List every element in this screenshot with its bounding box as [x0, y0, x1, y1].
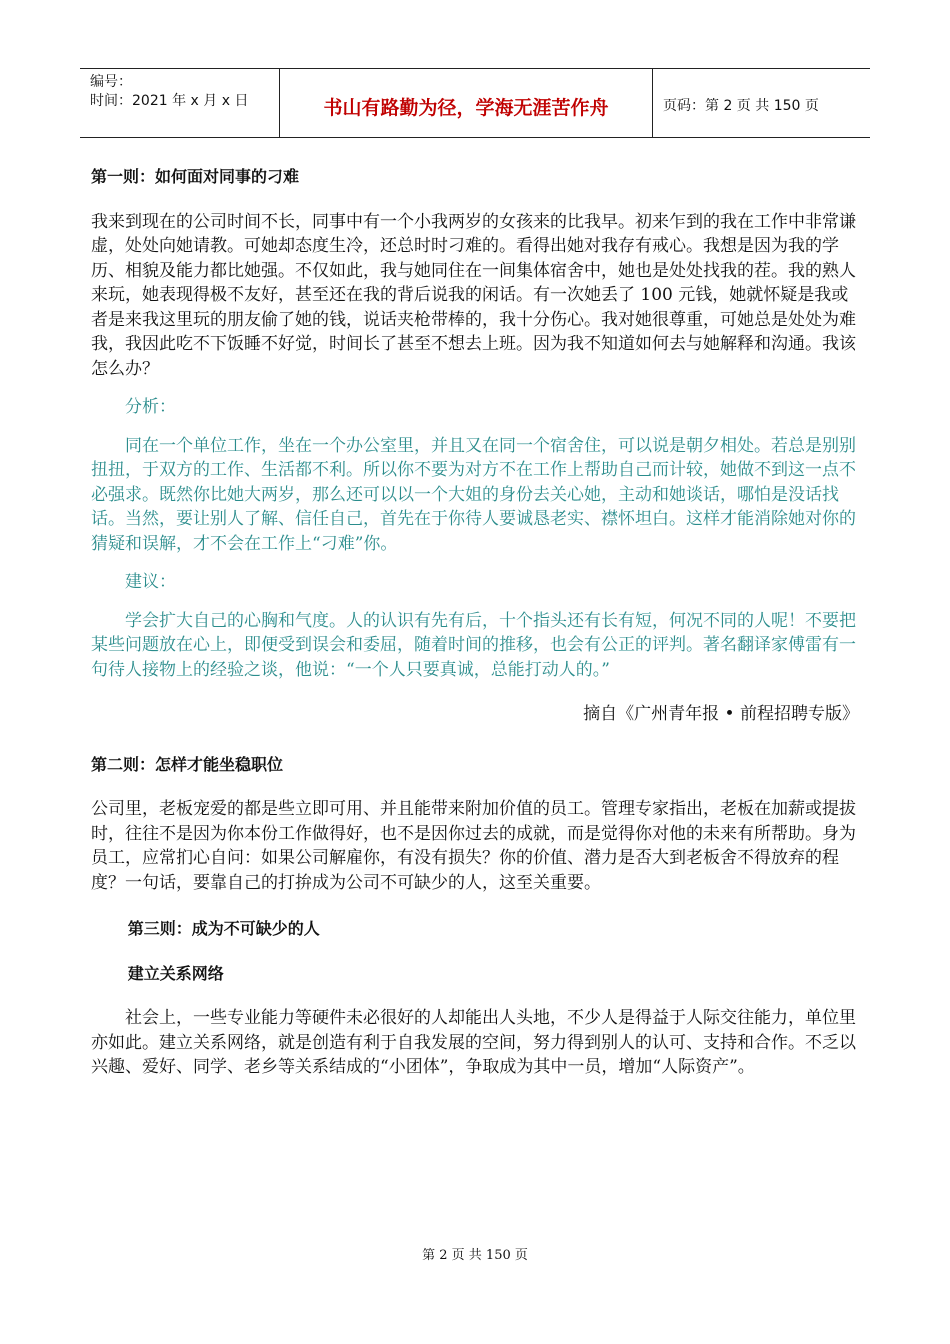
- section1-title: 第一则：如何面对同事的刁难: [91, 167, 300, 186]
- advice-text: 学会扩大自己的心胸和气度。人的认识有先有后，十个指头还有长有短，何况不同的人呢！不要把某些问题放在心上，即便受到误会和委屈，随着时间的推移，也会有公正的评判。著名翻译家傅雷有一句待人接物上的经验之谈，他说：“一个人只要真诚，总能打动人的。”: [91, 610, 856, 680]
- analysis-text: 同在一个单位工作，坐在一个办公室里，并且又在同一个宿舍住，可以说是朝夕相处。若总是别别扭扭，于双方的工作、生活都不利。所以你不要为对方不在工作上帮助自己而计较，她做不到这一点不必强求。既然你比她大两岁，那么还可以以一个大姐的身份去关心她，主动和她谈话，哪怕是没话找话。当然，要让别人了解、信任自己，首先在于你待人要诚恳老实、襟怀坦白。这样才能消除她对你的猜疑和误解，才不会在工作上“刁难”你。: [91, 435, 856, 554]
- header-page-info: 页码：第 2 页 共 150 页: [663, 98, 819, 114]
- advice-label: 建议：: [125, 572, 176, 592]
- date-line: 时间：2021 年 x 月 x 日: [90, 93, 249, 109]
- section3-title: 第三则：成为不可缺少的人: [127, 919, 320, 938]
- document-body: [91, 165, 859, 1080]
- source-citation: 摘自《广州青年报 • 前程招聘专版》: [583, 704, 859, 724]
- header-motto: 书山有路勤为径，学海无涯苦作舟: [280, 69, 653, 137]
- section2-body: 公司里，老板宠爱的都是些立即可用、并且能带来附加价值的员工。管理专家指出，老板在加薪或提拔时，往往不是因为你本份工作做得好，也不是因你过去的成就，而是觉得你对他的未来有所帮助。身为员工，应常扪心自问：如果公司解雇你，有没有损失？你的价值、潜力是否大到老板舍不得放弃的程度？一句话，要靠自己的打拚成为公司不可缺少的人，这至关重要。: [91, 799, 856, 893]
- section1-body: 我来到现在的公司时间不长，同事中有一个小我两岁的女孩来的比我早。初来乍到的我在工作中非常谦虚，处处向她请教。可她却态度生冷，还总时时刁难的。看得出她对我存有戒心。我想是因为我的学历、相貌及能力都比她强。不仅如此，我与她同住在一间集体宿舍中，她也是处处找我的茬。我的熟人来玩，她表现得极不友好，甚至还在我的背后说我的闲话。有一次她丢了 100 元钱，她就怀疑是我或者是来我这里玩的朋友偷了她的钱，说话夹枪带棒的，我十分伤心。我对她很尊重，可她总是处处为难我，我因此吃不下饭睡不好觉，时间长了甚至不想去上班。因为我不知道如何去与她解释和沟通。我该怎么办？: [91, 211, 856, 379]
- header-meta: [80, 69, 280, 137]
- section3-subtitle: 建立关系网络: [127, 963, 224, 983]
- section3-body: 社会上，一些专业能力等硬件未必很好的人却能出人头地，不少人是得益于人际交往能力，单位里亦如此。建立关系网络，就是创造有利于自我发展的空间，努力得到别人的认可、支持和合作。不乏以兴趣、爱好、同学、老乡等关系结成的“小团体”，争取成为其中一员，增加“人际资产”。: [91, 1008, 856, 1077]
- number-label: 编号：: [90, 74, 132, 90]
- section2-title: 第二则：怎样才能坐稳职位: [91, 754, 284, 774]
- analysis-label: 分析：: [125, 397, 176, 417]
- page-header: [80, 68, 870, 138]
- page-footer: 第 2 页 共 150 页: [422, 1248, 528, 1263]
